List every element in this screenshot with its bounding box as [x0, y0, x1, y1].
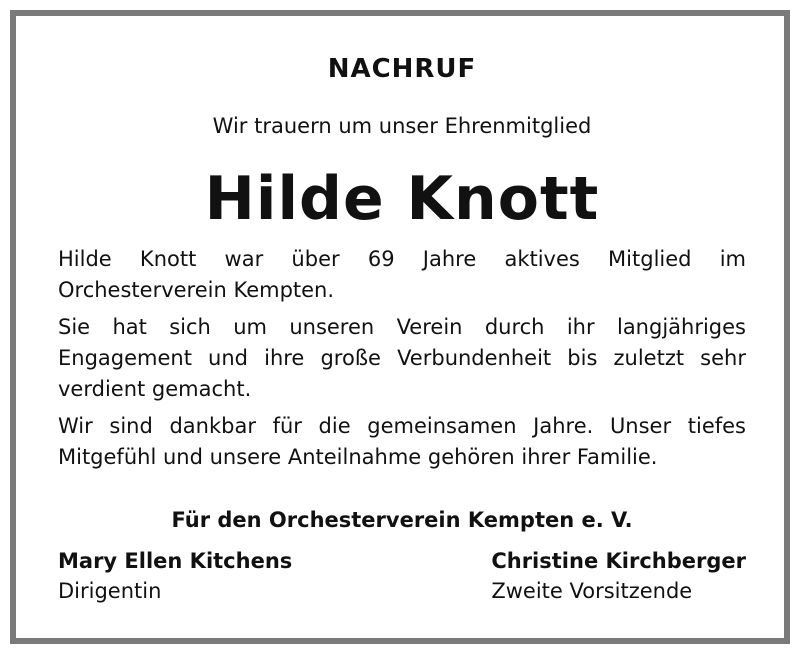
obituary-intro: Wir trauern um unser Ehrenmitglied [212, 114, 592, 138]
signatory-right [491, 546, 746, 606]
body-paragraph: Wir sind dankbar für die gemeinsamen Jahre. Unser tiefes Mitgefühl und unsere Anteilnahme gehören ihrer Familie. [58, 414, 746, 469]
organization-line: Für den Orchesterverein Kempten e. V. [171, 508, 633, 532]
signatory-left [58, 546, 292, 606]
signatory-role: Zweite Vorsitzende [491, 579, 693, 603]
obituary-frame [10, 10, 790, 644]
obituary-body [58, 244, 746, 479]
body-paragraph: Hilde Knott war über 69 Jahre aktives Mitglied im Orchesterverein Kempten. [58, 247, 746, 302]
obituary-content [58, 16, 746, 638]
obituary-heading: NACHRUF [327, 54, 477, 84]
signatory-role: Dirigentin [58, 579, 162, 603]
body-paragraph: Sie hat sich um unseren Verein durch ihr langjähriges Engagement und ihre große Verbundenheit bis zuletzt sehr verdient gemacht. [58, 315, 746, 401]
signatory-name: Mary Ellen Kitchens [58, 549, 293, 573]
deceased-name: Hilde Knott [204, 164, 600, 234]
signatory-name: Christine Kirchberger [491, 549, 746, 573]
